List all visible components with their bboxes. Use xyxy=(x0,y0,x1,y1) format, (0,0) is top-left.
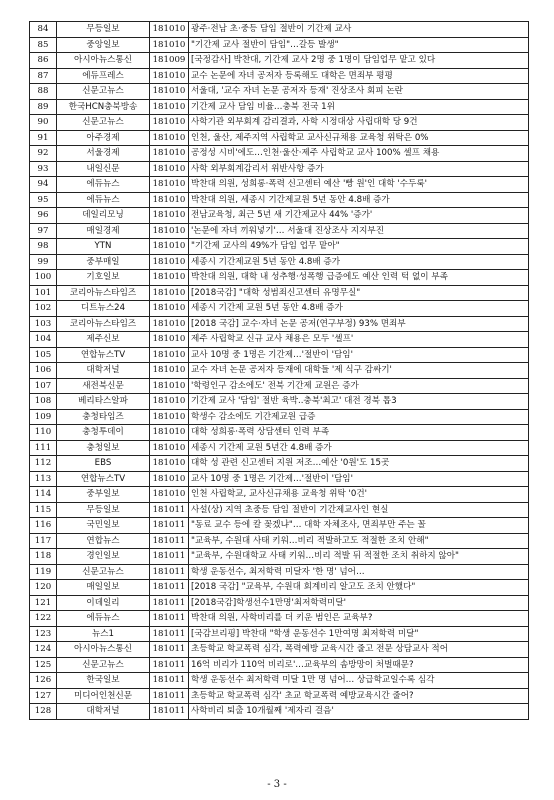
article-title: 기간제 교사 '담임' 절반 육박..충북'최고' 대전 경북 톱3 xyxy=(189,394,529,410)
row-number: 113 xyxy=(30,471,57,487)
publish-date: 181010 xyxy=(150,363,189,379)
publish-date: 181010 xyxy=(150,68,189,84)
media-name: 신문고뉴스 xyxy=(57,115,150,131)
row-number: 114 xyxy=(30,487,57,503)
media-name: 디트뉴스24 xyxy=(57,301,150,317)
media-name: 매일경제 xyxy=(57,223,150,239)
article-title: 세종시 기간제 교원 5년간 4.8배 증가 xyxy=(189,440,529,456)
publish-date: 181010 xyxy=(150,301,189,317)
row-number: 93 xyxy=(30,161,57,177)
publish-date: 181010 xyxy=(150,177,189,193)
row-number: 121 xyxy=(30,595,57,611)
press-clipping-table-wrapper xyxy=(29,21,529,720)
table-row xyxy=(30,208,529,224)
publish-date: 181010 xyxy=(150,425,189,441)
table-row xyxy=(30,53,529,69)
media-name: 국민일보 xyxy=(57,518,150,534)
article-title: 교수 논문에 자녀 공저자 등록해도 대학은 면죄부 평평 xyxy=(189,68,529,84)
article-title: 인천 사립학교, 교사신규채용 교육청 위탁 '0건' xyxy=(189,487,529,503)
media-name: 연합뉴스TV xyxy=(57,347,150,363)
publish-date: 181010 xyxy=(150,37,189,53)
media-name: 신문고뉴스 xyxy=(57,657,150,673)
article-title: 박찬대 의원, 사학비리를 더 키운 범인은 교육부? xyxy=(189,611,529,627)
publish-date: 181010 xyxy=(150,347,189,363)
row-number: 120 xyxy=(30,580,57,596)
table-row xyxy=(30,223,529,239)
media-name: 한국일보 xyxy=(57,673,150,689)
media-name: 이데일리 xyxy=(57,595,150,611)
media-name: 기호일보 xyxy=(57,270,150,286)
publish-date: 181011 xyxy=(150,502,189,518)
article-title: '학령인구 감소에도' 전북 기간제 교원은 증가 xyxy=(189,378,529,394)
row-number: 119 xyxy=(30,564,57,580)
row-number: 104 xyxy=(30,332,57,348)
table-row xyxy=(30,471,529,487)
article-title: 사학 외부회계감리서 위반사항 증가 xyxy=(189,161,529,177)
media-name: 충청일보 xyxy=(57,440,150,456)
article-title: 초등학교 학교폭력 심각' 초교 학교폭력 예방교육시간 줄어? xyxy=(189,688,529,704)
table-row xyxy=(30,347,529,363)
table-row xyxy=(30,316,529,332)
table-row xyxy=(30,301,529,317)
publish-date: 181010 xyxy=(150,22,189,38)
article-title: 세종시 기간제교원 5년 동안 4.8배 증가 xyxy=(189,254,529,270)
table-row xyxy=(30,332,529,348)
table-row xyxy=(30,425,529,441)
table-row xyxy=(30,626,529,642)
media-name: 무등일보 xyxy=(57,502,150,518)
table-row xyxy=(30,161,529,177)
media-name: 대학저널 xyxy=(57,363,150,379)
row-number: 112 xyxy=(30,456,57,472)
media-name: 아시아뉴스통신 xyxy=(57,53,150,69)
publish-date: 181009 xyxy=(150,53,189,69)
table-row xyxy=(30,37,529,53)
table-row xyxy=(30,440,529,456)
article-title: 16억 비리가 110억 비리로'…교육부의 솜방망이 처벌때문? xyxy=(189,657,529,673)
row-number: 128 xyxy=(30,704,57,720)
publish-date: 181010 xyxy=(150,84,189,100)
table-row xyxy=(30,378,529,394)
table-row xyxy=(30,270,529,286)
article-title: 공정성 시비'에도…인천·울산·제주 사립학교 교사 100% 셀프 채용 xyxy=(189,146,529,162)
publish-date: 181010 xyxy=(150,332,189,348)
row-number: 99 xyxy=(30,254,57,270)
table-row xyxy=(30,394,529,410)
publish-date: 181010 xyxy=(150,409,189,425)
media-name: 한국HCN충북방송 xyxy=(57,99,150,115)
row-number: 89 xyxy=(30,99,57,115)
table-row xyxy=(30,673,529,689)
publish-date: 181011 xyxy=(150,704,189,720)
media-name: 에듀뉴스 xyxy=(57,192,150,208)
row-number: 87 xyxy=(30,68,57,84)
table-row xyxy=(30,115,529,131)
media-name: 신문고뉴스 xyxy=(57,84,150,100)
article-title: [국감브리핑] 박찬대 "학생 운동선수 1만여명 최저학력 미달" xyxy=(189,626,529,642)
article-title: 사설(상) 지역 초중등 담임 절반이 기간제교사인 현실 xyxy=(189,502,529,518)
row-number: 107 xyxy=(30,378,57,394)
publish-date: 181010 xyxy=(150,270,189,286)
media-name: 연합뉴스TV xyxy=(57,471,150,487)
media-name: 코리아뉴스타임즈 xyxy=(57,316,150,332)
article-title: 대학 성희롱·폭력 상담센터 인력 부족 xyxy=(189,425,529,441)
table-row xyxy=(30,254,529,270)
publish-date: 181011 xyxy=(150,626,189,642)
publish-date: 181011 xyxy=(150,518,189,534)
table-row xyxy=(30,99,529,115)
table-row xyxy=(30,564,529,580)
publish-date: 181010 xyxy=(150,378,189,394)
article-title: 학생 운동선수, 최저학력 미달자 '한 명' 넘어… xyxy=(189,564,529,580)
article-title: 학생수 감소에도 기간제교원 급증 xyxy=(189,409,529,425)
article-title: "기간제 교사 절반이 담임"…갈등 발생" xyxy=(189,37,529,53)
table-row xyxy=(30,363,529,379)
row-number: 106 xyxy=(30,363,57,379)
media-name: 코리아뉴스타임즈 xyxy=(57,285,150,301)
media-name: 신문고뉴스 xyxy=(57,564,150,580)
publish-date: 181011 xyxy=(150,533,189,549)
row-number: 94 xyxy=(30,177,57,193)
publish-date: 181010 xyxy=(150,254,189,270)
row-number: 102 xyxy=(30,301,57,317)
article-title: [2018 국감] 교수·자녀 논문 공저(연구부정) 93% 면죄부 xyxy=(189,316,529,332)
media-name: 베리타스알파 xyxy=(57,394,150,410)
article-title: 초등학교 학교폭력 심각, 폭력예방 교육시간 줄고 전문 상담교사 적어 xyxy=(189,642,529,658)
press-clipping-table xyxy=(29,21,529,720)
row-number: 118 xyxy=(30,549,57,565)
media-name: 아주경제 xyxy=(57,130,150,146)
article-title: 사학기관 외부회계 감리결과, 사학 시정대상 사립대학 당 9건 xyxy=(189,115,529,131)
media-name: YTN xyxy=(57,239,150,255)
article-title: 교사 10명 중 1명은 기간제…'절반이 '담임' xyxy=(189,471,529,487)
row-number: 100 xyxy=(30,270,57,286)
media-name: 데일리모닝 xyxy=(57,208,150,224)
publish-date: 181010 xyxy=(150,239,189,255)
row-number: 90 xyxy=(30,115,57,131)
publish-date: 181011 xyxy=(150,657,189,673)
media-name: 연합뉴스 xyxy=(57,533,150,549)
row-number: 109 xyxy=(30,409,57,425)
article-title: [2018국감]학생선수1만명'최저학력미달' xyxy=(189,595,529,611)
table-row xyxy=(30,518,529,534)
publish-date: 181011 xyxy=(150,688,189,704)
publish-date: 181010 xyxy=(150,192,189,208)
publish-date: 181011 xyxy=(150,611,189,627)
article-title: 인천, 울산, 제주지역 사립학교 교사신규채용 교육청 위탁은 0% xyxy=(189,130,529,146)
article-title: [국정감사] 박찬대, 기간제 교사 2명 중 1명이 담임업무 맡고 있다 xyxy=(189,53,529,69)
media-name: 에듀뉴스 xyxy=(57,611,150,627)
table-row xyxy=(30,502,529,518)
table-row xyxy=(30,580,529,596)
article-title: "동료 교수 등에 칼 꽂겠냐"… 대학 자체조사, 면죄부만 주는 꼴 xyxy=(189,518,529,534)
article-title: 서울대, '교수 자녀 논문 공저자 등재' 진상조사 회피 논란 xyxy=(189,84,529,100)
table-row xyxy=(30,456,529,472)
row-number: 115 xyxy=(30,502,57,518)
publish-date: 181010 xyxy=(150,161,189,177)
publish-date: 181011 xyxy=(150,580,189,596)
page-number: - 3 - xyxy=(267,779,287,790)
article-title: 박찬대 의원, 세종시 기간제교원 5년 동안 4.8배 증가 xyxy=(189,192,529,208)
table-row xyxy=(30,22,529,38)
article-title: 교수 자녀 논문 공저자 등재에 대학들 '제 식구 감싸기' xyxy=(189,363,529,379)
media-name: 충청타임즈 xyxy=(57,409,150,425)
row-number: 98 xyxy=(30,239,57,255)
table-row xyxy=(30,177,529,193)
row-number: 105 xyxy=(30,347,57,363)
article-title: 박찬대 의원, 대학 내 성추행·성폭행 급증에도 예산 인력 턱 없이 부족 xyxy=(189,270,529,286)
publish-date: 181011 xyxy=(150,595,189,611)
publish-date: 181010 xyxy=(150,471,189,487)
row-number: 101 xyxy=(30,285,57,301)
table-row xyxy=(30,611,529,627)
article-title: 박찬대 의원, 성희롱·폭력 신고센터 예산 '빵 원'인 대학 '수두룩' xyxy=(189,177,529,193)
media-name: 충청투데이 xyxy=(57,425,150,441)
row-number: 96 xyxy=(30,208,57,224)
media-name: 뉴스1 xyxy=(57,626,150,642)
publish-date: 181010 xyxy=(150,316,189,332)
publish-date: 181011 xyxy=(150,549,189,565)
publish-date: 181010 xyxy=(150,487,189,503)
media-name: 새전북신문 xyxy=(57,378,150,394)
article-title: [2018국감] "대학 성범죄신고센터 유명무실" xyxy=(189,285,529,301)
table-row xyxy=(30,285,529,301)
media-name: 에듀프레스 xyxy=(57,68,150,84)
media-name: 내일신문 xyxy=(57,161,150,177)
publish-date: 181010 xyxy=(150,208,189,224)
row-number: 125 xyxy=(30,657,57,673)
media-name: 미디어인천신문 xyxy=(57,688,150,704)
table-row xyxy=(30,68,529,84)
media-name: 무등일보 xyxy=(57,22,150,38)
table-row xyxy=(30,239,529,255)
table-row xyxy=(30,146,529,162)
table-row xyxy=(30,688,529,704)
publish-date: 181010 xyxy=(150,440,189,456)
media-name: 아시아뉴스통신 xyxy=(57,642,150,658)
table-row xyxy=(30,84,529,100)
publish-date: 181010 xyxy=(150,456,189,472)
media-name: 에듀뉴스 xyxy=(57,177,150,193)
row-number: 122 xyxy=(30,611,57,627)
publish-date: 181010 xyxy=(150,115,189,131)
row-number: 91 xyxy=(30,130,57,146)
table-row xyxy=(30,409,529,425)
media-name: 대학저널 xyxy=(57,704,150,720)
row-number: 86 xyxy=(30,53,57,69)
row-number: 88 xyxy=(30,84,57,100)
row-number: 126 xyxy=(30,673,57,689)
table-row xyxy=(30,487,529,503)
article-title: [2018 국감] "교육부, 수원대 회계비리 알고도 조치 안했다" xyxy=(189,580,529,596)
row-number: 123 xyxy=(30,626,57,642)
table-row xyxy=(30,192,529,208)
article-title: '논문에 자녀 끼워넣기'… 서울대 진상조사 지지부진 xyxy=(189,223,529,239)
publish-date: 181011 xyxy=(150,642,189,658)
table-row xyxy=(30,704,529,720)
media-name: 경인일보 xyxy=(57,549,150,565)
article-title: 세종시 기간제 교원 5년 동안 4.8배 증가 xyxy=(189,301,529,317)
publish-date: 181011 xyxy=(150,673,189,689)
row-number: 116 xyxy=(30,518,57,534)
article-title: 기간제 교사 담임 비율…충북 전국 1위 xyxy=(189,99,529,115)
table-row xyxy=(30,642,529,658)
row-number: 97 xyxy=(30,223,57,239)
publish-date: 181010 xyxy=(150,223,189,239)
row-number: 92 xyxy=(30,146,57,162)
table-row xyxy=(30,657,529,673)
table-row xyxy=(30,130,529,146)
row-number: 117 xyxy=(30,533,57,549)
publish-date: 181010 xyxy=(150,394,189,410)
table-row xyxy=(30,533,529,549)
table-body xyxy=(30,22,529,720)
row-number: 85 xyxy=(30,37,57,53)
row-number: 84 xyxy=(30,22,57,38)
media-name: 매일일보 xyxy=(57,580,150,596)
publish-date: 181010 xyxy=(150,130,189,146)
media-name: 중앙일보 xyxy=(57,37,150,53)
article-title: 대학 성 관련 신고센터 지원 저조…예산 '0원'도 15곳 xyxy=(189,456,529,472)
media-name: 중부일보 xyxy=(57,487,150,503)
row-number: 110 xyxy=(30,425,57,441)
table-row xyxy=(30,549,529,565)
article-title: 교사 10명 중 1명은 기간제…'절반이 '담임' xyxy=(189,347,529,363)
publish-date: 181011 xyxy=(150,564,189,580)
article-title: 전남교육청, 최근 5년 새 기간제교사 44% '증가' xyxy=(189,208,529,224)
media-name: 중부매일 xyxy=(57,254,150,270)
media-name: 제주신보 xyxy=(57,332,150,348)
publish-date: 181010 xyxy=(150,285,189,301)
media-name: EBS xyxy=(57,456,150,472)
media-name: 서울경제 xyxy=(57,146,150,162)
article-title: 사학비리 퇴출 10개월째 '제자리 걸음' xyxy=(189,704,529,720)
article-title: "기간제 교사의 49%가 담임 업무 맡아" xyxy=(189,239,529,255)
article-title: 학생 운동선수 최저학력 미달 1만 명 넘어… 상급학교일수록 심각 xyxy=(189,673,529,689)
row-number: 124 xyxy=(30,642,57,658)
row-number: 95 xyxy=(30,192,57,208)
article-title: 광주·전남 초·중등 담임 절반이 기간제 교사 xyxy=(189,22,529,38)
article-title: "교육부, 수원대 사태 키워…비리 적발하고도 적절한 조치 안해" xyxy=(189,533,529,549)
article-title: "교육부, 수원대학교 사태 키워…비리 적발 뒤 적절한 조치 취하지 않아" xyxy=(189,549,529,565)
row-number: 108 xyxy=(30,394,57,410)
row-number: 111 xyxy=(30,440,57,456)
publish-date: 181010 xyxy=(150,146,189,162)
row-number: 127 xyxy=(30,688,57,704)
publish-date: 181010 xyxy=(150,99,189,115)
row-number: 103 xyxy=(30,316,57,332)
table-row xyxy=(30,595,529,611)
article-title: 제주 사립학교 신규 교사 채용은 모두 '셀프' xyxy=(189,332,529,348)
